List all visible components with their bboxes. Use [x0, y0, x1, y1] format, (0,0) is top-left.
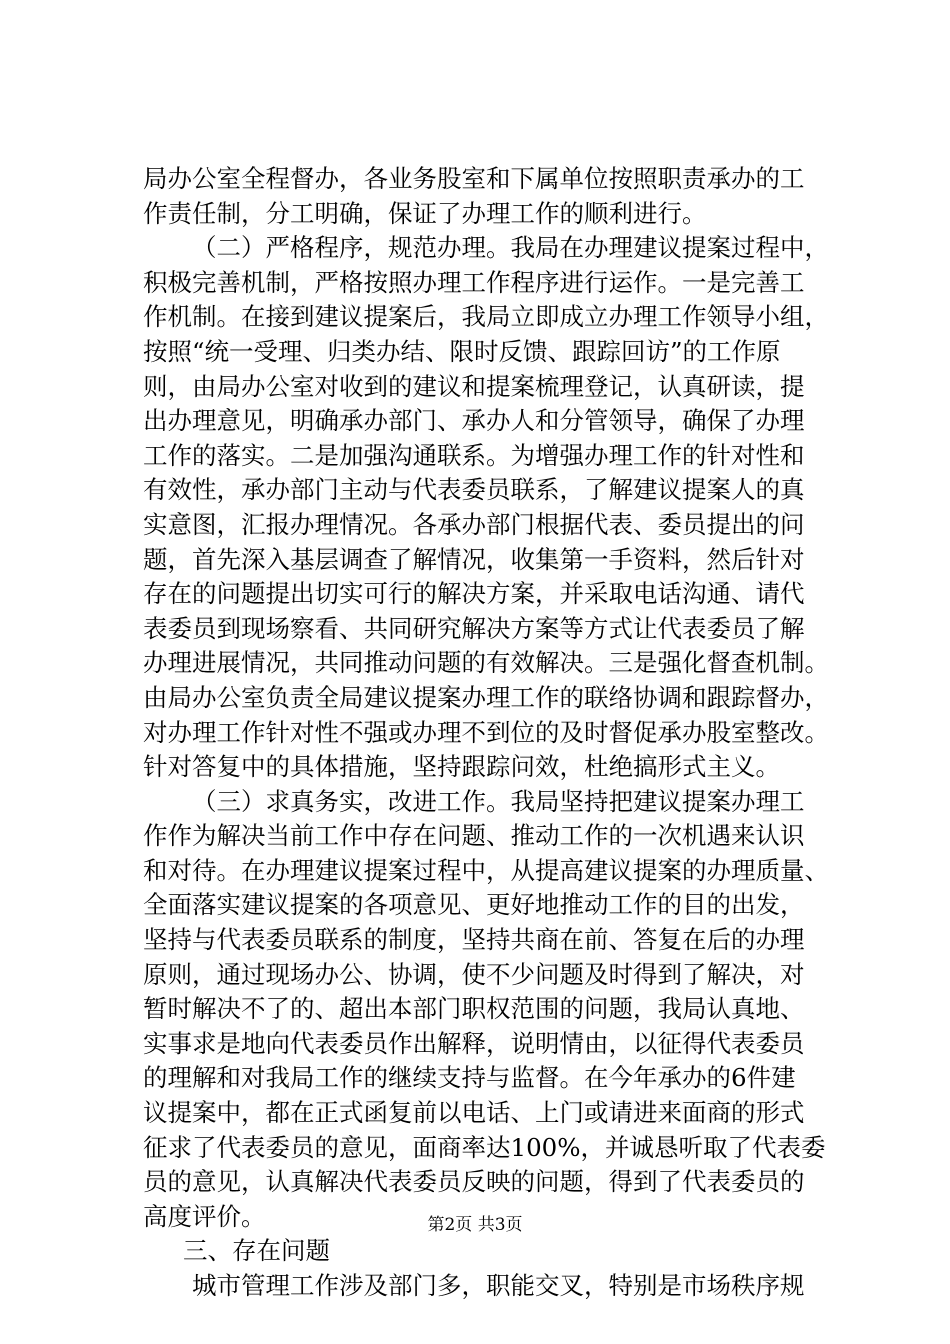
text-line: 原则，通过现场办公、协调，使不少问题及时得到了解决，对 [143, 959, 805, 989]
document-body [143, 162, 843, 1304]
text-line: 暂时解决不了的、超出本部门职权范围的问题，我局认真地、 [143, 994, 805, 1024]
paragraph [143, 1269, 843, 1304]
text-line: 有效性，承办部门主动与代表委员联系，了解建议提案人的真 [143, 475, 805, 505]
text-line: 高度评价。 [143, 1201, 266, 1231]
text-line: 实事求是地向代表委员作出解释，说明情由，以征得代表委员 [143, 1028, 805, 1058]
text-line: 出办理意见，明确承办部门、承办人和分管领导，确保了办理 [143, 406, 805, 436]
paragraph [143, 1234, 843, 1269]
text-line: 作机制。在接到建议提案后，我局立即成立办理工作领导小组， [143, 302, 829, 332]
page-footer [0, 1214, 950, 1236]
paragraph [143, 231, 843, 785]
text-line: 按照“统一受理、归类办结、限时反馈、跟踪回访”的工作原 [143, 336, 781, 366]
text-line: 征求了代表委员的意见，面商率达100%，并诚恳听取了代表委 [143, 1132, 826, 1162]
page-number: 第2页 共3页 [427, 1215, 523, 1235]
text-line: 议提案中，都在正式函复前以电话、上门或请进来面商的形式 [143, 1098, 805, 1128]
text-line: 作责任制，分工明确，保证了办理工作的顺利进行。 [143, 198, 707, 228]
text-line: 则，由局办公室对收到的建议和提案梳理登记，认真研读，提 [143, 371, 805, 401]
text-line: 和对待。在办理建议提案过程中，从提高建议提案的办理质量、 [143, 855, 829, 885]
text-line: 全面落实建议提案的各项意见、更好地推动工作的目的出发， [143, 890, 805, 920]
text-line: 员的意见，认真解决代表委员反映的问题，得到了代表委员的 [143, 1167, 805, 1197]
text-line: 存在的问题提出切实可行的解决方案，并采取电话沟通、请代 [143, 579, 805, 609]
text-line: 实意图，汇报办理情况。各承办部门根据代表、委员提出的问 [143, 509, 805, 539]
paragraph [143, 162, 843, 231]
text-line: 针对答复中的具体措施，坚持跟踪问效，杜绝搞形式主义。 [143, 752, 780, 782]
text-line: 积极完善机制，严格按照办理工作程序进行运作。一是完善工 [143, 267, 805, 297]
text-line: 工作的落实。二是加强沟通联系。为增强办理工作的针对性和 [143, 440, 805, 470]
text-line: 由局办公室负责全局建议提案办理工作的联络协调和跟踪督办， [143, 682, 829, 712]
paragraph [143, 785, 843, 1235]
text-line: 办理进展情况，共同推动问题的有效解决。三是强化督查机制。 [143, 648, 829, 678]
text-line: 题，首先深入基层调查了解情况，收集第一手资料，然后针对 [143, 544, 805, 574]
text-line: 局办公室全程督办，各业务股室和下属单位按照职责承办的工 [143, 164, 805, 193]
text-line: 坚持与代表委员联系的制度，坚持共商在前、答复在后的办理 [143, 925, 805, 955]
text-line: 城市管理工作涉及部门多，职能交叉，特别是市场秩序规 [192, 1271, 805, 1300]
text-line: 的理解和对我局工作的继续支持与监督。在今年承办的6件建 [143, 1063, 796, 1093]
text-line: （三）求真务实，改进工作。我局坚持把建议提案办理工 [192, 786, 805, 816]
text-line: 对办理工作针对性不强或办理不到位的及时督促承办股室整改。 [143, 717, 829, 747]
text-line: 表委员到现场察看、共同研究解决方案等方式让代表委员了解 [143, 613, 805, 643]
text-line: 作作为解决当前工作中存在问题、推动工作的一次机遇来认识 [143, 821, 805, 851]
text-line: （二）严格程序，规范办理。我局在办理建议提案过程中， [192, 233, 829, 263]
section-heading: 三、存在问题 [183, 1236, 330, 1266]
